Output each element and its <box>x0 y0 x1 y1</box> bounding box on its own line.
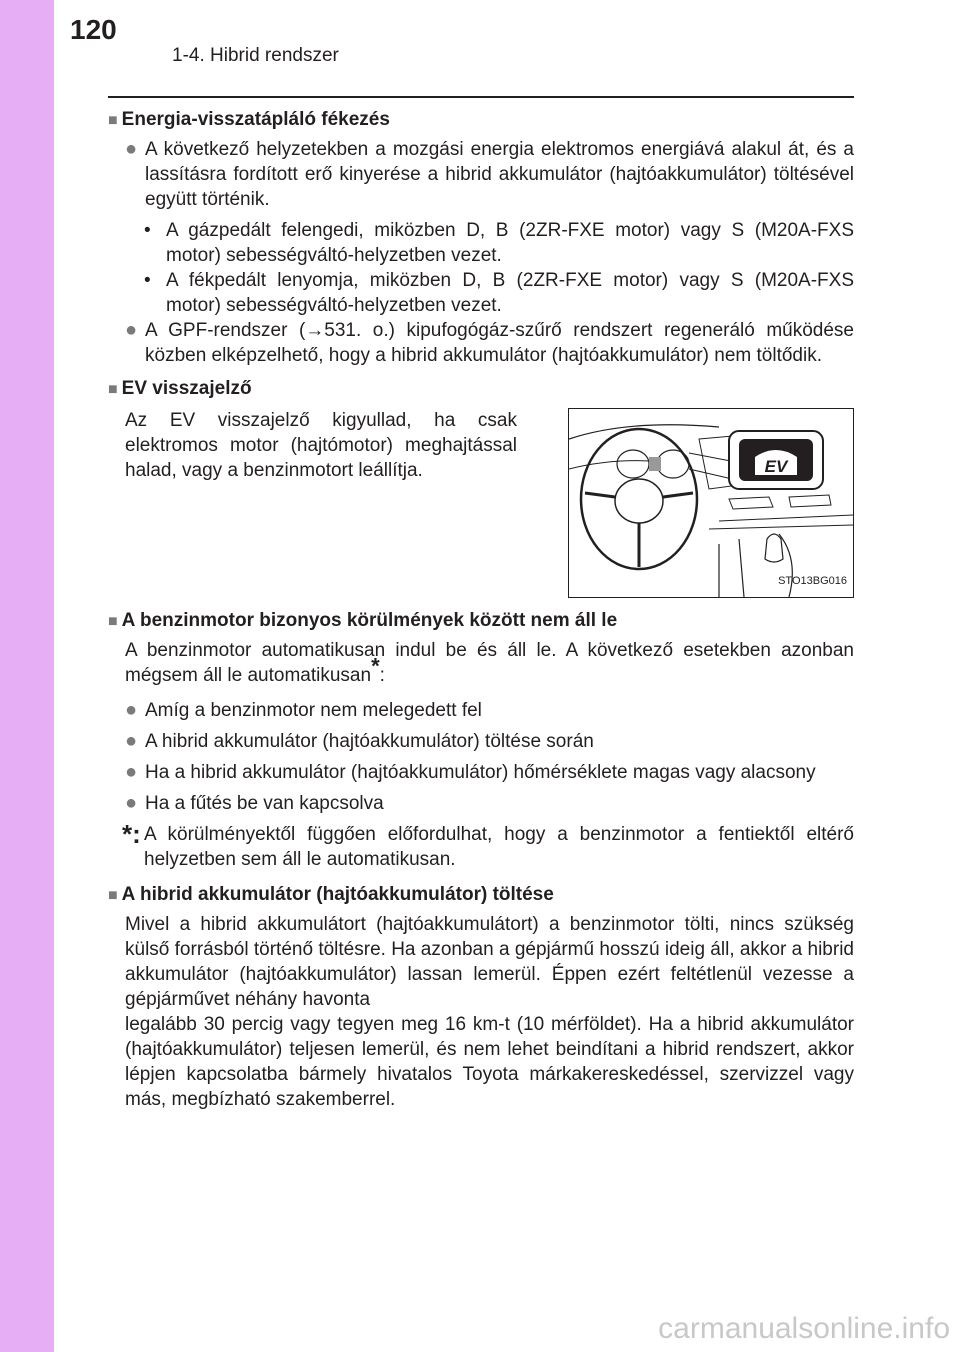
square-bullet-icon: ■ <box>108 112 118 129</box>
list-item: ● A hibrid akkumulátor (hajtóakkumulátor) töltése során <box>125 730 594 752</box>
ev-dashboard-illustration <box>568 408 854 598</box>
list-item: ● A következő helyzetekben a mozgási energia elektromos energiává alakul át, és a lassításra fordított erő kinyerése a hibrid akkumulátor (hajtóakkumulátor) töltésével együtt történik. <box>125 138 854 210</box>
ev-indicator-label: EV <box>764 457 788 476</box>
section-heading-ev-indicator: ■ EV visszajelző <box>108 378 252 399</box>
list-item: ● Ha a fűtés be van kapcsolva <box>125 792 384 814</box>
section-heading-battery-charging: ■ A hibrid akkumulátor (hajtóakkumulátor) töltése <box>108 884 554 905</box>
list-item: ● A GPF-rendszer (→531. o.) kipufogógáz-szűrő rendszert regeneráló működése közben elképzelhető, hogy a hibrid akkumulátor (hajtóakkumulátor) nem töltődik. <box>125 319 854 366</box>
list-item: ● Amíg a benzinmotor nem melegedett fel <box>125 699 482 721</box>
section-heading-engine-not-stopping: ■ A benzinmotor bizonyos körülmények között nem áll le <box>108 610 618 631</box>
chapter-tab-band <box>0 0 54 1352</box>
section-heading-regenerative-braking: ■ Energia-visszatápláló fékezés <box>108 109 390 130</box>
circle-bullet-icon: ● <box>125 138 138 160</box>
square-bullet-icon: ■ <box>108 381 118 398</box>
square-bullet-icon: ■ <box>108 887 118 904</box>
list-item: • A gázpedált felengedi, miközben D, B (2ZR-FXE motor) vagy S (M20A-FXS motor) sebességváltó-helyzetben vezet. <box>144 220 854 266</box>
circle-bullet-icon: ● <box>125 792 138 814</box>
chapter-title: 1-4. Hibrid rendszer <box>172 45 339 66</box>
circle-bullet-icon: ● <box>125 730 138 752</box>
asterisk-mark: * <box>371 653 380 679</box>
circle-bullet-icon: ● <box>125 761 138 783</box>
list-item: ● Ha a hibrid akkumulátor (hajtóakkumulátor) hőmérséklete magas vagy alacsony <box>125 761 816 783</box>
paragraph: legalább 30 percig vagy tegyen meg 16 km-t (10 mérföldet). Ha a hibrid akkumulátor (hajtóakkumulátor) teljesen lemerül, és nem lehet beindítani a hibrid rendszert, akkor lépjen kapcsolatba bármely hivatalos Toyota márkakereskedéssel, szervizzel vagy más, megbízható szakemberrel. <box>125 1014 854 1110</box>
page-content <box>108 107 854 1112</box>
watermark: carmanualsonline.info <box>658 1312 950 1345</box>
page-number: 120 <box>70 14 117 45</box>
circle-bullet-icon: ● <box>125 699 138 721</box>
paragraph: Mivel a hibrid akkumulátort (hajtóakkumulátort) a benzinmotor tölti, nincs szükség külső forrásból történő töltésre. Ha azonban a gépjármű hosszú ideig áll, akkor a hibrid akkumulátor (hajtóakkumulátor) lassan lemerül. Éppen ezért feltétlenül vezesse a gépjárművet néhány havonta <box>125 914 854 1010</box>
list-item: • A fékpedált lenyomja, miközben D, B (2ZR-FXE motor) vagy S (M20A-FXS motor) sebességváltó-helyzetben vezet. <box>144 270 854 316</box>
ev-indicator-block <box>108 408 854 598</box>
circle-bullet-icon: ● <box>125 319 138 341</box>
figure-code: STO13BG016 <box>778 575 847 587</box>
paragraph: A benzinmotor automatikusan indul be és áll le. A következő esetekben azonban mégsem áll le automatikusan*: <box>125 640 854 686</box>
footnote: *: A körülményektől függően előfordulhat, hogy a benzinmotor a fentiektől eltérő helyzetben sem áll le automatikusan. <box>122 819 854 870</box>
footnote-mark: *: <box>122 819 141 849</box>
ev-description: Az EV visszajelző kigyullad, ha csak elektromos motor (hajtómotor) meghajtással halad, vagy a benzinmotort leállítja. <box>125 410 517 481</box>
header-rule <box>108 96 854 98</box>
square-bullet-icon: ■ <box>108 613 118 630</box>
